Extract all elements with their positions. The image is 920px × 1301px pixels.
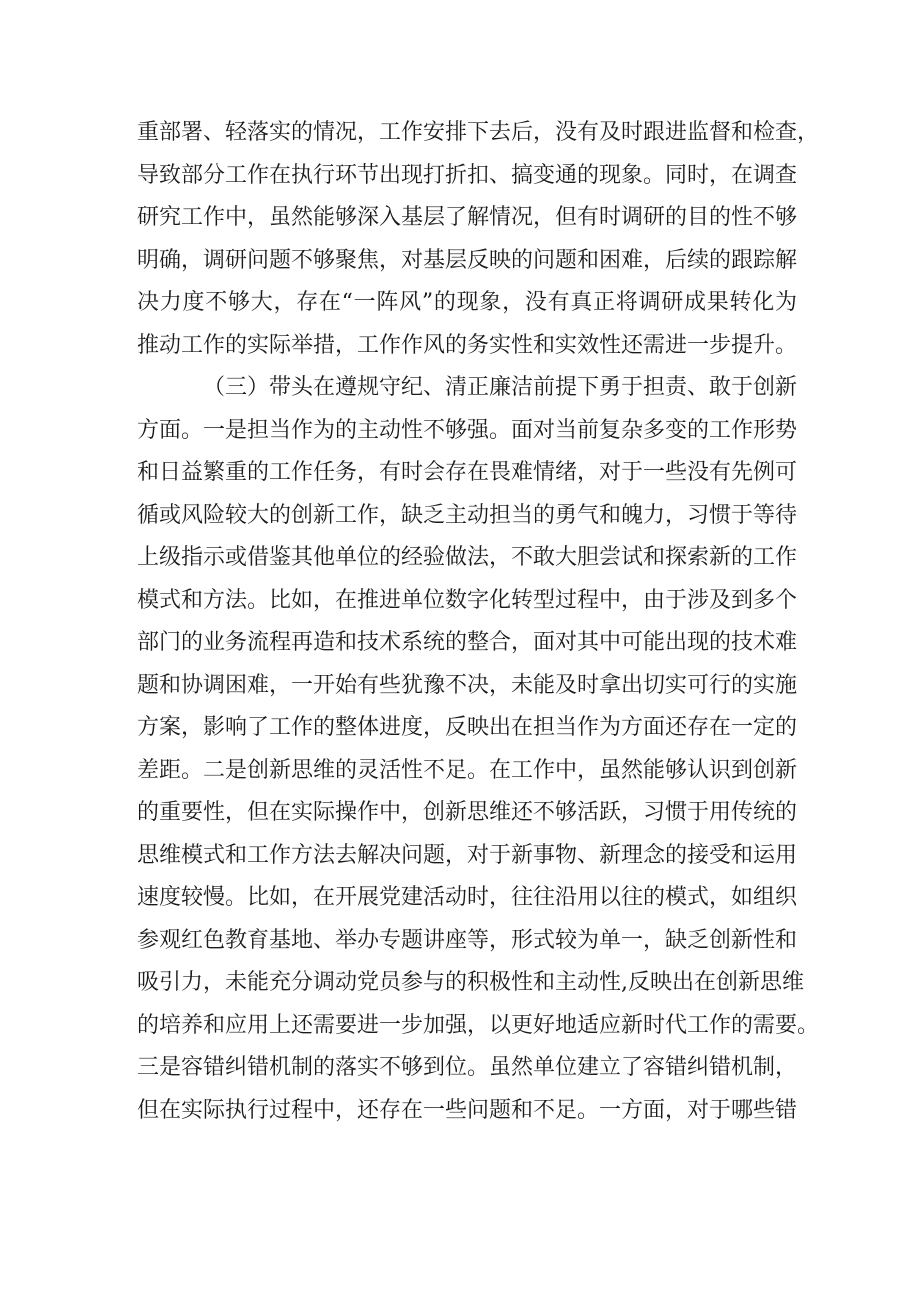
body-text <box>137 112 820 1132</box>
text-line: 研究工作中，虽然能够深入基层了解情况，但有时调研的目的性不够 <box>137 205 798 230</box>
text-line: 三是容错纠错机制的落实不够到位。虽然单位建立了容错纠错机制， <box>137 1055 798 1080</box>
text-line: 思维模式和工作方法去解决问题，对于新事物、新理念的接受和运用 <box>137 842 798 868</box>
text-line: 决力度不够大，存在“一阵风”的现象，没有真正将调研成果转化为 <box>137 290 797 315</box>
text-line: 上级指示或借鉴其他单位的经验做法，不敢大胆尝试和探索新的工作 <box>137 545 798 570</box>
text-line: 题和协调困难，一开始有些犹豫不决，未能及时拿出切实可行的实施 <box>137 672 798 698</box>
text-line: 重部署、轻落实的情况，工作安排下去后，没有及时跟进监督和检查， <box>137 120 820 145</box>
text-line: 参观红色教育基地、举办专题讲座等，形式较为单一，缺乏创新性和 <box>137 927 798 953</box>
text-line: 但在实际执行过程中，还存在一些问题和不足。一方面，对于哪些错 <box>137 1097 798 1123</box>
text-line: 的重要性，但在实际操作中，创新思维还不够活跃，习惯于用传统的 <box>137 800 798 825</box>
text-line: 差距。二是创新思维的灵活性不足。在工作中，虽然能够认识到创新 <box>137 757 798 783</box>
text-line: 推动工作的实际举措，工作作风的务实性和实效性还需进一步提升。 <box>137 332 798 358</box>
text-line: 吸引力，未能充分调动党员参与的积极性和主动性,反映出在创新思维 <box>137 970 804 995</box>
text-line: 导致部分工作在执行环节出现打折扣、搞变通的现象。同时，在调查 <box>137 162 798 188</box>
text-line: 方面。一是担当作为的主动性不够强。面对当前复杂多变的工作形势 <box>137 417 798 443</box>
text-line: 和日益繁重的工作任务，有时会存在畏难情绪，对于一些没有先例可 <box>137 460 798 485</box>
text-line: 循或风险较大的创新工作，缺乏主动担当的勇气和魄力，习惯于等待 <box>137 502 798 528</box>
text-line: 明确，调研问题不够聚焦，对基层反映的问题和困难，后续的跟踪解 <box>137 247 798 273</box>
text-line: 模式和方法。比如，在推进单位数字化转型过程中，由于涉及到多个 <box>137 587 798 613</box>
text-line: 的培养和应用上还需要进一步加强，以更好地适应新时代工作的需要。 <box>137 1012 820 1038</box>
text-line: 速度较慢。比如，在开展党建活动时，往往沿用以往的模式，如组织 <box>137 885 798 910</box>
text-line: 方案，影响了工作的整体进度，反映出在担当作为方面还存在一定的 <box>137 715 798 740</box>
section-heading-line: （三）带头在遵规守纪、清正廉洁前提下勇于担责、敢于创新 <box>203 375 798 400</box>
text-line: 部门的业务流程再造和技术系统的整合，面对其中可能出现的技术难 <box>137 630 798 655</box>
